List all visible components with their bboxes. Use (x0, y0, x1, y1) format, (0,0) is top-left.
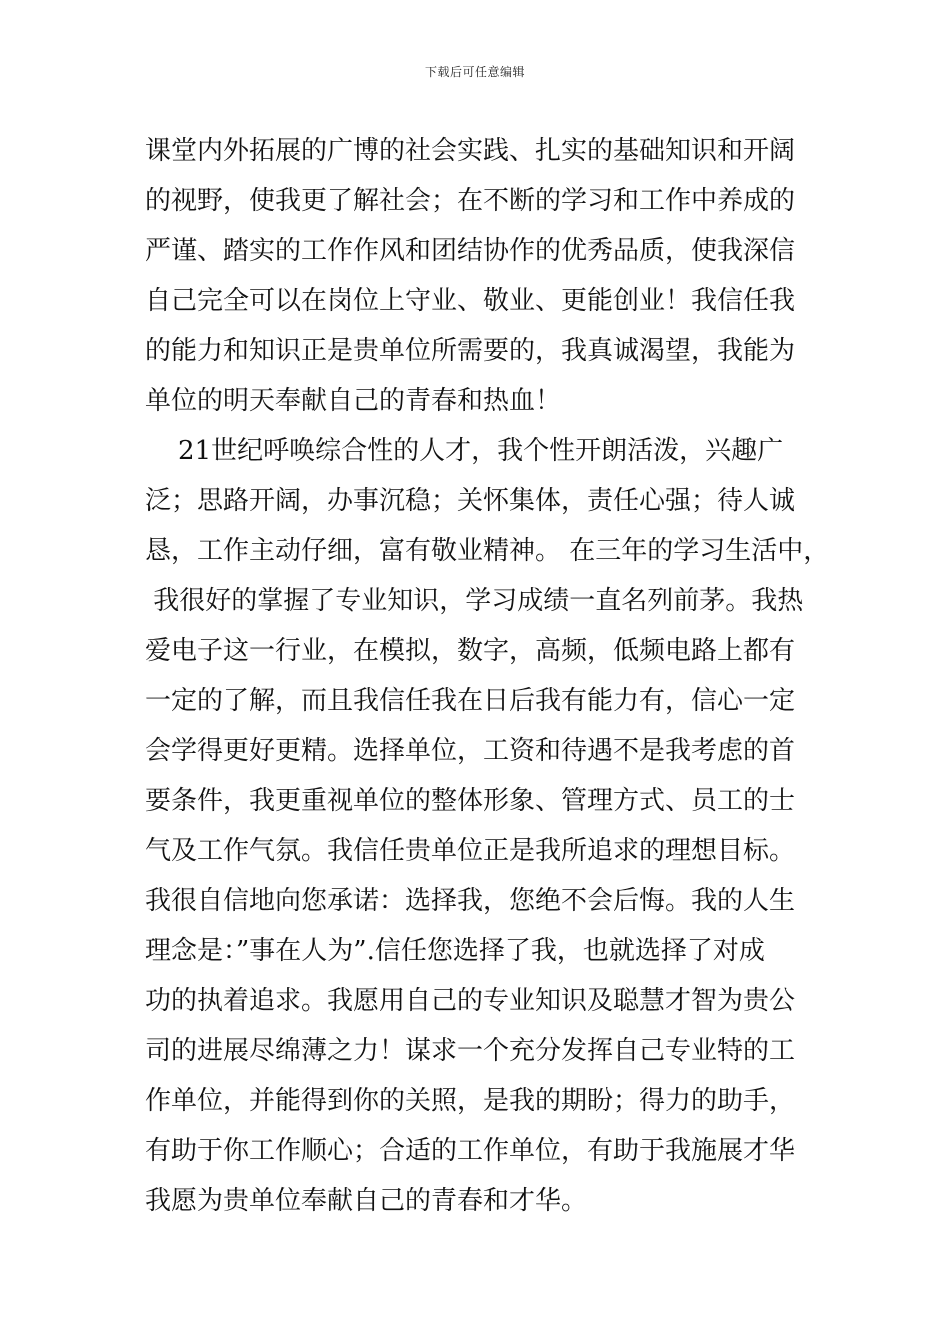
text-line: 我很自信地向您承诺：选择我，您绝不会后悔。我的人生 (145, 886, 796, 916)
text-line: 一定的了解，而且我信任我在日后我有能力有，信心一定 (145, 686, 796, 716)
text-line: 理念是：”事在人为”.信任您选择了我，也就选择了对成 (145, 936, 765, 966)
page-header: 下载后可任意编辑 (424, 65, 525, 79)
text-line: 课堂内外拓展的广博的社会实践、扎实的基础知识和开阔 (145, 136, 796, 166)
text-line: 爱电子这一行业，在模拟，数字，高频，低频电路上都有 (145, 636, 796, 666)
document-body (145, 126, 830, 1226)
text-line: 有助于你工作顺心；合适的工作单位，有助于我施展才华 (145, 1136, 796, 1166)
text-line: 要条件，我更重视单位的整体形象、管理方式、员工的士 (145, 786, 796, 816)
text-line: 我愿为贵单位奉献自己的青春和才华。 (145, 1186, 588, 1216)
text-line: 我很好的掌握了专业知识，学习成绩一直名列前茅。我热 (145, 586, 804, 616)
text-line: 恳，工作主动仔细，富有敬业精神。 在三年的学习生活中， (145, 536, 830, 566)
text-line: 司的进展尽绵薄之力！谋求一个充分发挥自己专业特的工 (145, 1036, 796, 1066)
text-line: 21世纪呼唤综合性的人才，我个性开朗活泼，兴趣广 (145, 436, 784, 466)
text-line: 功的执着追求。我愿用自己的专业知识及聪慧才智为贵公 (145, 986, 796, 1016)
text-line: 自己完全可以在岗位上守业、敬业、更能创业！我信任我 (145, 286, 796, 316)
text-line: 单位的明天奉献自己的青春和热血！ (145, 386, 562, 416)
text-line: 的视野，使我更了解社会；在不断的学习和工作中养成的 (145, 186, 796, 216)
text-line: 的能力和知识正是贵单位所需要的，我真诚渴望，我能为 (145, 336, 796, 366)
text-line: 作单位，并能得到你的关照，是我的期盼；得力的助手， (145, 1086, 796, 1116)
text-line: 会学得更好更精。选择单位，工资和待遇不是我考虑的首 (145, 736, 796, 766)
text-line: 严谨、踏实的工作作风和团结协作的优秀品质，使我深信 (145, 236, 796, 266)
text-line: 泛；思路开阔，办事沉稳；关怀集体，责任心强；待人诚 (145, 486, 796, 516)
text-line: 气及工作气氛。我信任贵单位正是我所追求的理想目标。 (145, 836, 796, 866)
